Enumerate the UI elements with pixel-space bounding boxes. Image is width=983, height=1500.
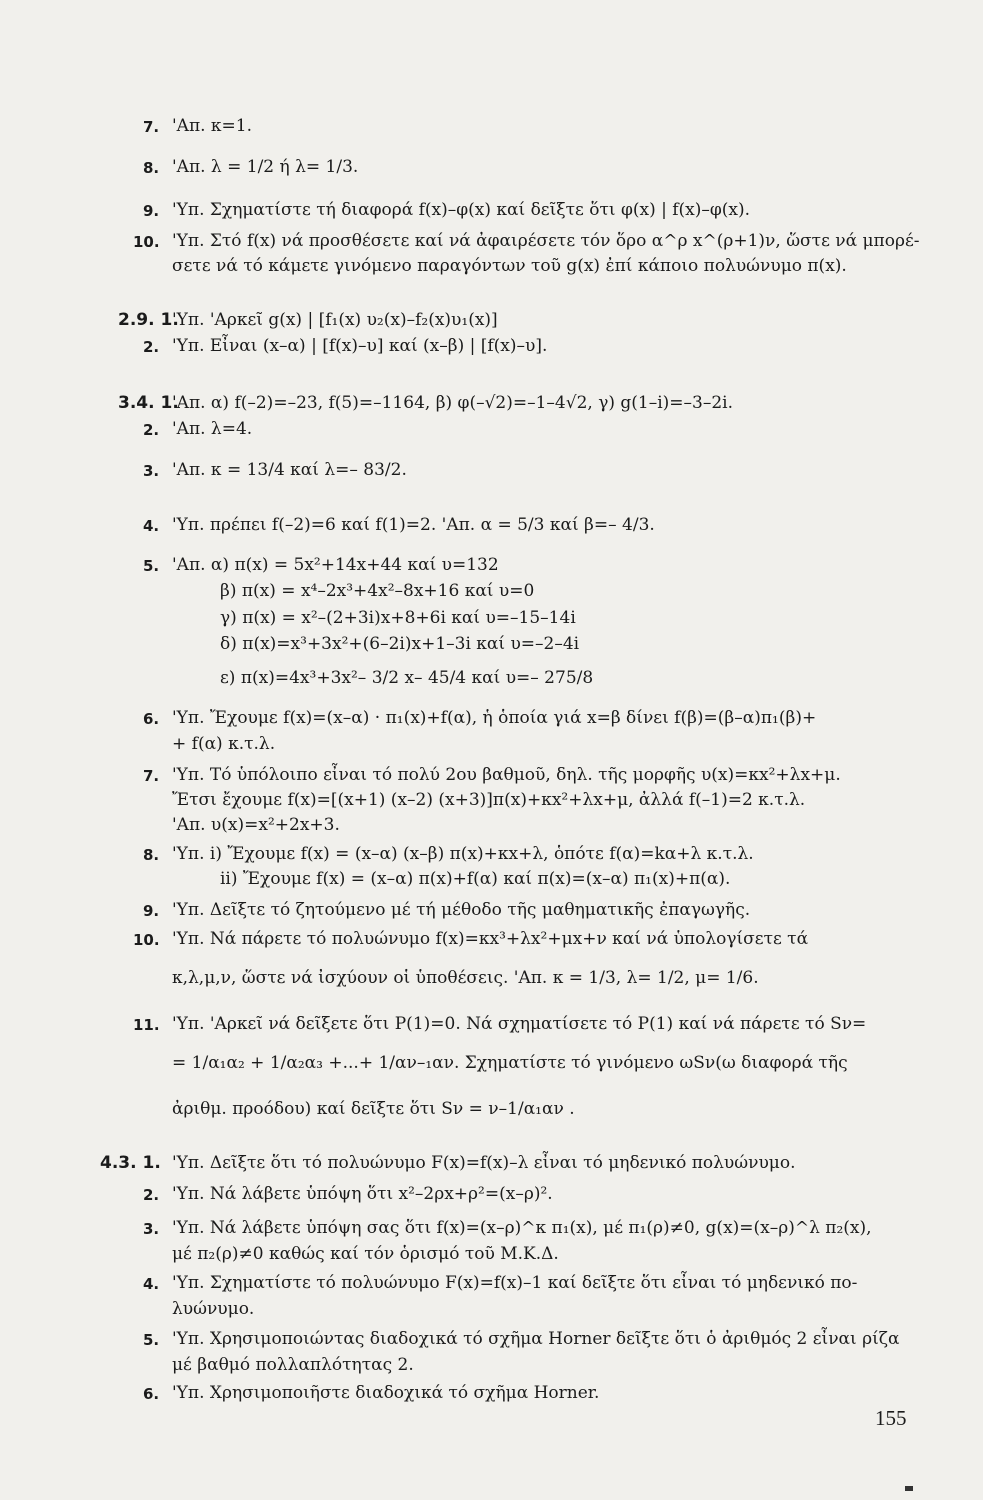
scan-mark [905, 1486, 913, 1491]
entry-text: 'Υπ. i) Ἔχουμε f(x) = (x–α) (x–β) π(x)+κx+λ, ὁπότε f(α)=kα+λ κ.τ.λ. [172, 844, 754, 864]
entry-text: 'Υπ. Σχηματίστε τό πολυώνυμο F(x)=f(x)–1 καί δεῖξτε ὅτι εἶναι τό μηδενικό πο- [172, 1273, 858, 1293]
entry-text: + f(α) κ.τ.λ. [172, 734, 276, 754]
entry-text: μέ π₂(ρ)≠0 καθώς καί τόν ὁρισμό τοῦ Μ.Κ.Δ. [172, 1244, 559, 1264]
entry-label: 5. [143, 1331, 160, 1349]
entry-text: γ) π(x) = x²–(2+3i)x+8+6i καί υ=–15–14i [220, 608, 576, 628]
entry-text: 'Υπ. 'Αρκεῖ νά δεῖξετε ὅτι P(1)=0. Νά σχηματίσετε τό P(1) καί νά πάρετε τό Sν= [172, 1014, 867, 1034]
entry-text: ii) Ἔχουμε f(x) = (x–α) π(x)+f(α) καί π(x)=(x–α) π₁(x)+π(α). [220, 869, 731, 889]
entry-label: 9. [143, 202, 160, 220]
entry-text: 'Υπ. Τό ὑπόλοιπο εἶναι τό πολύ 2ου βαθμοῦ, δηλ. τῆς μορφῆς υ(x)=κx²+λx+μ. [172, 765, 841, 785]
entry-text: λυώνυμο. [172, 1299, 255, 1319]
entry-text: 'Υπ. Νά λάβετε ὑπόψη σας ὅτι f(x)=(x–ρ)^κ π₁(x), μέ π₁(ρ)≠0, g(x)=(x–ρ)^λ π₂(x), [172, 1218, 872, 1238]
entry-label: 8. [143, 159, 160, 177]
entry-label: 4. [143, 1275, 160, 1293]
entry-text: 'Υπ. πρέπει f(–2)=6 καί f(1)=2. 'Απ. α = 5/3 καί β=– 4/3. [172, 515, 655, 535]
entry-text: 'Υπ. Χρησιμοποιῆστε διαδοχικά τό σχῆμα Horner. [172, 1383, 600, 1403]
entry-text: Ἔτσι ἔχουμε f(x)=[(x+1) (x–2) (x+3)]π(x)+κx²+λx+μ, ἀλλά f(–1)=2 κ.τ.λ. [172, 790, 806, 810]
entry-label: 9. [143, 902, 160, 920]
entry-text: 'Υπ. Σχηματίστε τή διαφορά f(x)–φ(x) καί δεῖξτε ὅτι φ(x) | f(x)–φ(x). [172, 200, 751, 220]
entry-label: 6. [143, 1385, 160, 1403]
section-entry-label: 2.9. 1. [118, 310, 179, 330]
entry-label: 2. [143, 1186, 160, 1204]
entry-label: 4. [143, 517, 160, 535]
page-number: 155 [875, 1406, 907, 1430]
entry-text: 'Απ. α) π(x) = 5x²+14x+44 καί υ=132 [172, 555, 499, 575]
entry-text: 'Υπ. 'Αρκεῖ g(x) | [f₁(x) υ₂(x)–f₂(x)υ₁(x)] [172, 310, 498, 330]
entry-label: 11. [133, 1016, 160, 1034]
section-entry-label: 3.4. 1. [118, 393, 179, 413]
entry-text: 'Απ. κ=1. [172, 116, 253, 136]
entry-text: ε) π(x)=4x³+3x²– 3/2 x– 45/4 καί υ=– 275/8 [220, 668, 594, 688]
entry-text: 'Απ. α) f(–2)=–23, f(5)=–1164, β) φ(–√2)=–1–4√2, γ) g(1–i)=–3–2i. [172, 393, 734, 413]
section-entry-label: 4.3. 1. [100, 1153, 161, 1173]
entry-text: 'Απ. κ = 13/4 καί λ=– 83/2. [172, 460, 407, 480]
entry-text: μέ βαθμό πολλαπλότητας 2. [172, 1355, 414, 1375]
entry-text: σετε νά τό κάμετε γινόμενο παραγόντων τοῦ g(x) ἐπί κάποιο πολυώνυμο π(x). [172, 256, 847, 276]
entry-text: δ) π(x)=x³+3x²+(6–2i)x+1–3i καί υ=–2–4i [220, 634, 580, 654]
entry-text: 'Υπ. Δεῖξτε τό ζητούμενο μέ τή μέθοδο τῆς μαθηματικῆς ἐπαγωγῆς. [172, 900, 751, 920]
entry-text: 'Υπ. Δεῖξτε ὅτι τό πολυώνυμο F(x)=f(x)–λ εἶναι τό μηδενικό πολυώνυμο. [172, 1153, 796, 1173]
entry-label: 5. [143, 557, 160, 575]
entry-label: 7. [143, 118, 160, 136]
entry-text: 'Υπ. Εἶναι (x–α) | [f(x)–υ] καί (x–β) | [f(x)–υ]. [172, 336, 548, 356]
entry-text: β) π(x) = x⁴–2x³+4x²–8x+16 καί υ=0 [220, 581, 535, 601]
entry-text: 'Απ. λ=4. [172, 419, 253, 439]
entry-label: 8. [143, 846, 160, 864]
entry-label: 10. [133, 931, 160, 949]
entry-text: 'Υπ. Ἔχουμε f(x)=(x–α) · π₁(x)+f(α), ἡ ὁποία γιά x=β δίνει f(β)=(β–α)π₁(β)+ [172, 708, 817, 728]
entry-text: 'Απ. υ(x)=x²+2x+3. [172, 815, 340, 835]
entry-text: = 1/α₁α₂ + 1/α₂α₃ +...+ 1/αν–₁αν. Σχηματίστε τό γινόμενο ωSν(ω διαφορά τῆς [172, 1053, 848, 1073]
entry-label: 2. [143, 338, 160, 356]
entry-label: 7. [143, 767, 160, 785]
entry-text: 'Απ. λ = 1/2 ή λ= 1/3. [172, 157, 359, 177]
entry-label: 3. [143, 462, 160, 480]
entry-text: 'Υπ. Νά πάρετε τό πολυώνυμο f(x)=κx³+λx²+μx+ν καί νά ὑπολογίσετε τά [172, 929, 809, 949]
entry-text: 'Υπ. Στό f(x) νά προσθέσετε καί νά ἀφαιρέσετε τόν ὅρο α^ρ x^(ρ+1)ν, ὥστε νά μπορέ- [172, 231, 920, 251]
entry-label: 6. [143, 710, 160, 728]
entry-text: 'Υπ. Χρησιμοποιώντας διαδοχικά τό σχῆμα Horner δεῖξτε ὅτι ὁ ἀριθμός 2 εἶναι ρίζα [172, 1329, 900, 1349]
entry-label: 10. [133, 233, 160, 251]
entry-text: 'Υπ. Νά λάβετε ὑπόψη ὅτι x²–2ρx+ρ²=(x–ρ)². [172, 1184, 553, 1204]
entry-text: κ,λ,μ,ν, ὥστε νά ἰσχύουν οἱ ὑποθέσεις. 'Απ. κ = 1/3, λ= 1/2, μ= 1/6. [172, 968, 759, 988]
entry-label: 3. [143, 1220, 160, 1238]
entry-text: ἀριθμ. προόδου) καί δεῖξτε ὅτι Sν = ν–1/α₁αν . [172, 1099, 575, 1119]
entry-label: 2. [143, 421, 160, 439]
